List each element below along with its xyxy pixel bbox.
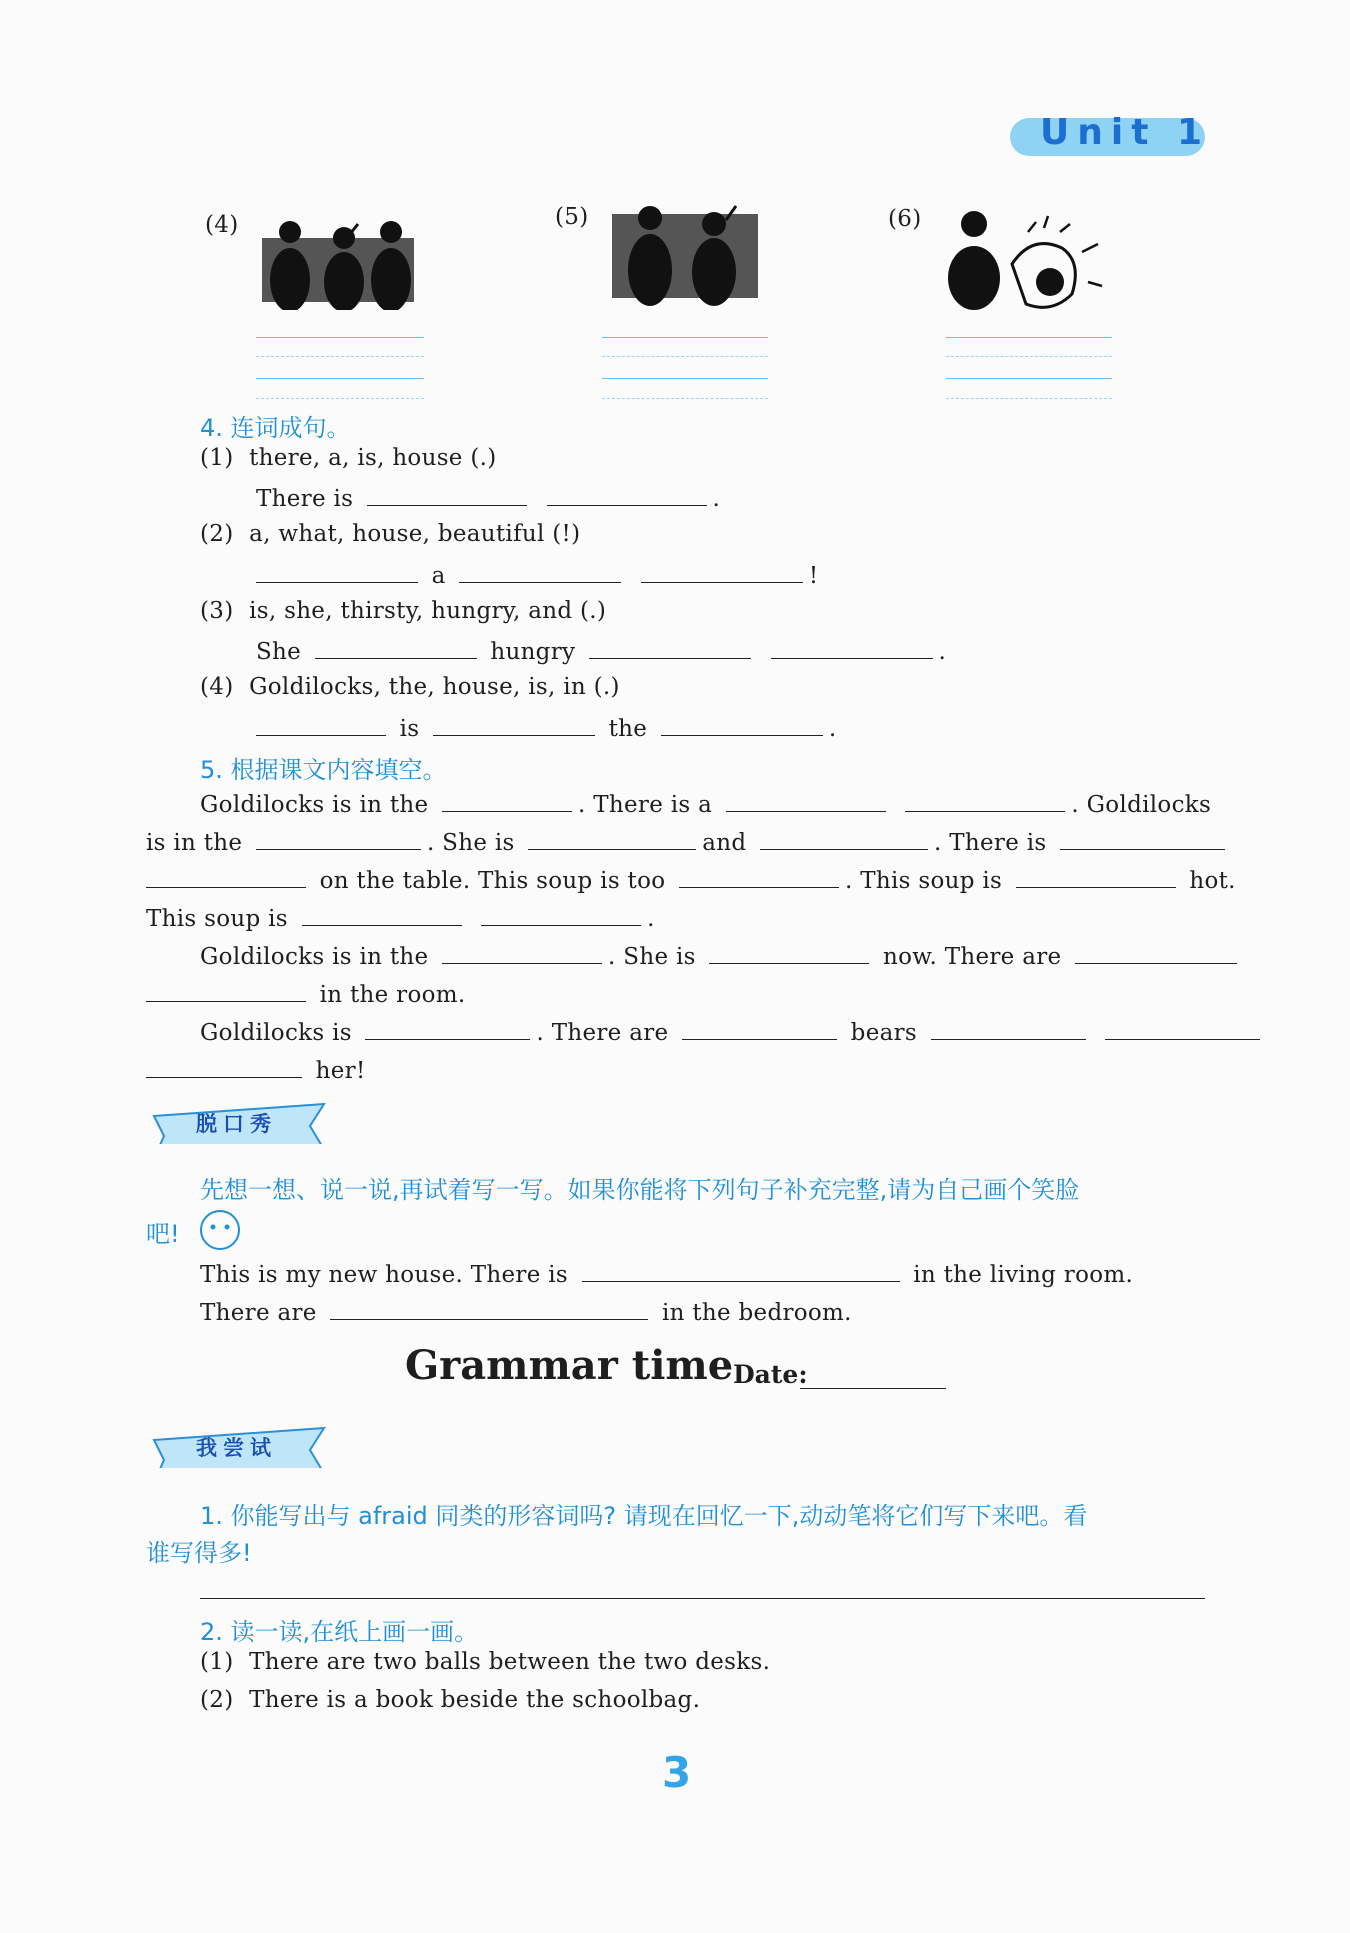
s5-line-5 bbox=[200, 941, 1243, 970]
passage-text: and bbox=[702, 830, 747, 856]
date-field[interactable] bbox=[800, 1388, 946, 1389]
item-number: (3) bbox=[200, 598, 234, 624]
answer-blank[interactable] bbox=[931, 1017, 1086, 1040]
picture-number-6: (6) bbox=[888, 206, 922, 232]
item-text: There is a book beside the schoolbag. bbox=[249, 1687, 701, 1713]
answer-line-guide bbox=[256, 356, 424, 357]
sentence-start: There is bbox=[256, 486, 354, 512]
sentence-text: This is my new house. There is bbox=[200, 1262, 568, 1288]
answer-line-guide bbox=[256, 398, 424, 399]
passage-text: is in the bbox=[146, 830, 243, 856]
word-prompt: is, she, thirsty, hungry, and (.) bbox=[249, 598, 607, 624]
two-bears-silhouette-image bbox=[610, 198, 760, 310]
answer-blank[interactable] bbox=[682, 1017, 837, 1040]
s4-item-4-answer bbox=[250, 713, 836, 742]
answer-blank[interactable] bbox=[481, 903, 641, 926]
answer-line-guide bbox=[602, 398, 768, 399]
try-it-q2-item-2 bbox=[200, 1687, 700, 1713]
passage-text: hot. bbox=[1189, 868, 1236, 894]
item-number: (1) bbox=[200, 1649, 234, 1675]
answer-blank[interactable] bbox=[709, 941, 869, 964]
passage-text: Goldilocks is in the bbox=[200, 792, 429, 818]
passage-text: her! bbox=[315, 1058, 366, 1084]
answer-blank[interactable] bbox=[302, 903, 462, 926]
passage-text: . There is a bbox=[578, 792, 713, 818]
sentence-word: is bbox=[399, 716, 420, 742]
passage-text: This soup is bbox=[146, 906, 288, 932]
answer-line-guide bbox=[946, 356, 1112, 357]
answer-blank[interactable] bbox=[433, 713, 595, 736]
date-label: Date: bbox=[733, 1360, 808, 1389]
answer-blank[interactable] bbox=[330, 1297, 648, 1320]
try-it-q2: 2. 读一读,在纸上画一画。 bbox=[200, 1618, 479, 1646]
try-it-label: 我尝试 bbox=[196, 1436, 277, 1460]
grammar-time-heading: Grammar time bbox=[405, 1342, 734, 1389]
answer-blank[interactable] bbox=[459, 560, 621, 583]
sentence-end: . bbox=[828, 716, 837, 742]
answer-blank[interactable] bbox=[547, 483, 707, 506]
answer-blank[interactable] bbox=[146, 865, 306, 888]
passage-text: Goldilocks is bbox=[200, 1020, 352, 1046]
passage-text: . She is bbox=[426, 830, 515, 856]
item-text: There are two balls between the two desks. bbox=[249, 1649, 771, 1675]
smiley-face-icon[interactable] bbox=[198, 1208, 242, 1252]
answer-line[interactable] bbox=[946, 337, 1112, 338]
passage-text: . There are bbox=[536, 1020, 669, 1046]
word-prompt: Goldilocks, the, house, is, in (.) bbox=[249, 674, 620, 700]
passage-text: . Goldilocks bbox=[1071, 792, 1212, 818]
item-number: (4) bbox=[200, 674, 234, 700]
answer-blank[interactable] bbox=[1105, 1017, 1260, 1040]
answer-blank[interactable] bbox=[442, 941, 602, 964]
s4-item-2-prompt bbox=[200, 521, 580, 547]
answer-line-guide bbox=[602, 356, 768, 357]
unit-label: Unit 1 bbox=[1040, 112, 1210, 153]
answer-line[interactable] bbox=[256, 337, 424, 338]
item-number: (1) bbox=[200, 445, 234, 471]
talk-show-instruction-end: 吧! bbox=[146, 1220, 180, 1248]
s4-item-1-prompt bbox=[200, 445, 496, 471]
sentence-word: a bbox=[431, 563, 446, 589]
passage-text: . This soup is bbox=[845, 868, 1003, 894]
sentence-text: in the living room. bbox=[913, 1262, 1134, 1288]
talk-show-sentence-1 bbox=[200, 1259, 1133, 1288]
answer-line[interactable] bbox=[602, 378, 768, 379]
s4-item-4-prompt bbox=[200, 674, 620, 700]
sentence-end: . bbox=[712, 486, 721, 512]
answer-blank[interactable] bbox=[528, 827, 696, 850]
answer-blank[interactable] bbox=[641, 560, 803, 583]
passage-text: now. There are bbox=[882, 944, 1062, 970]
answer-blank[interactable] bbox=[256, 560, 418, 583]
picture-number-4: (4) bbox=[205, 212, 239, 238]
try-it-q2-item-1 bbox=[200, 1649, 770, 1675]
answer-blank[interactable] bbox=[146, 1055, 302, 1078]
passage-text: Goldilocks is in the bbox=[200, 944, 429, 970]
answer-blank[interactable] bbox=[1016, 865, 1176, 888]
answer-blank[interactable] bbox=[146, 979, 306, 1002]
sentence-text: in the bedroom. bbox=[661, 1300, 852, 1326]
answer-blank[interactable] bbox=[1060, 827, 1225, 850]
passage-text: . She is bbox=[608, 944, 696, 970]
answer-blank[interactable] bbox=[661, 713, 823, 736]
answer-blank[interactable] bbox=[589, 636, 751, 659]
sentence-word: hungry bbox=[490, 639, 576, 665]
answer-blank[interactable] bbox=[367, 483, 527, 506]
s5-line-4 bbox=[146, 903, 655, 932]
answer-line[interactable] bbox=[946, 378, 1112, 379]
section-4-title: 4. 连词成句。 bbox=[200, 414, 351, 442]
s4-item-2-answer bbox=[250, 560, 818, 589]
answer-line-guide bbox=[946, 398, 1112, 399]
page-number: 3 bbox=[662, 1748, 692, 1797]
talk-show-sentence-2 bbox=[200, 1297, 852, 1326]
s5-line-3 bbox=[146, 865, 1236, 894]
answer-blank[interactable] bbox=[256, 827, 421, 850]
answer-blank[interactable] bbox=[582, 1259, 900, 1282]
try-it-q1-end: 谁写得多! bbox=[146, 1539, 252, 1567]
sentence-start: She bbox=[256, 639, 302, 665]
sentence-text: There are bbox=[200, 1300, 317, 1326]
answer-line[interactable] bbox=[256, 378, 424, 379]
answer-blank[interactable] bbox=[760, 827, 928, 850]
answer-blank[interactable] bbox=[256, 713, 386, 736]
answer-blank[interactable] bbox=[679, 865, 839, 888]
answer-line[interactable] bbox=[200, 1598, 1205, 1599]
passage-text: on the table. This soup is too bbox=[319, 868, 666, 894]
answer-line[interactable] bbox=[602, 337, 768, 338]
word-prompt: a, what, house, beautiful (!) bbox=[249, 521, 581, 547]
item-number: (2) bbox=[200, 521, 234, 547]
passage-text: in the room. bbox=[319, 982, 466, 1008]
s5-line-1 bbox=[200, 789, 1211, 818]
answer-blank[interactable] bbox=[442, 789, 572, 812]
answer-blank[interactable] bbox=[315, 636, 477, 659]
sentence-end: . bbox=[938, 639, 947, 665]
try-it-q1: 1. 你能写出与 afraid 同类的形容词吗? 请现在回忆一下,动动笔将它们写下来吧。看 bbox=[200, 1502, 1088, 1530]
s5-line-2 bbox=[146, 827, 1231, 856]
s5-line-6 bbox=[146, 979, 466, 1008]
answer-blank[interactable] bbox=[905, 789, 1065, 812]
answer-blank[interactable] bbox=[365, 1017, 530, 1040]
bear-and-goldilocks-image bbox=[942, 202, 1112, 312]
answer-blank[interactable] bbox=[726, 789, 886, 812]
s4-item-3-answer bbox=[256, 636, 946, 665]
passage-text: bears bbox=[850, 1020, 918, 1046]
sentence-word: the bbox=[608, 716, 648, 742]
word-prompt: there, a, is, house (.) bbox=[249, 445, 497, 471]
section-5-title: 5. 根据课文内容填空。 bbox=[200, 756, 447, 784]
talk-show-label: 脱口秀 bbox=[196, 1112, 277, 1136]
picture-number-5: (5) bbox=[555, 204, 589, 230]
sentence-end: ! bbox=[808, 563, 819, 589]
s4-item-1-answer bbox=[256, 483, 720, 512]
talk-show-instruction: 先想一想、说一说,再试着写一写。如果你能将下列句子补充完整,请为自己画个笑脸 bbox=[200, 1176, 1080, 1204]
passage-text: . There is bbox=[934, 830, 1047, 856]
item-number: (2) bbox=[200, 1687, 234, 1713]
s5-line-7 bbox=[200, 1017, 1266, 1046]
answer-blank[interactable] bbox=[1075, 941, 1237, 964]
bears-silhouette-image bbox=[258, 210, 418, 310]
passage-text: . bbox=[647, 906, 655, 932]
s4-item-3-prompt bbox=[200, 598, 606, 624]
s5-line-8 bbox=[146, 1055, 366, 1084]
answer-blank[interactable] bbox=[771, 636, 933, 659]
